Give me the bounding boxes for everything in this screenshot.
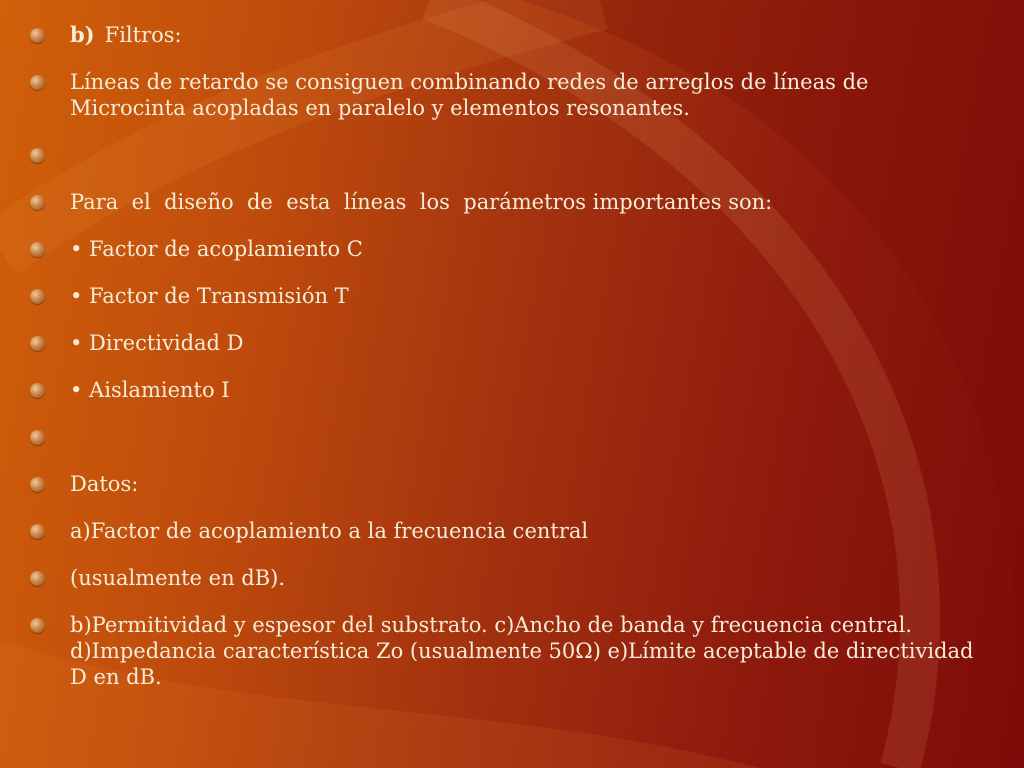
slide-content	[30, 22, 990, 700]
bullet-icon	[30, 242, 45, 257]
bullet-icon	[30, 336, 45, 351]
bullet-icon	[30, 571, 45, 586]
bullet-icon	[30, 195, 45, 210]
paragraph-text: b)Permitividad y espesor del substrato. c)Ancho de banda y frecuencia central. d)Impedancia característica Zo (usualmente 50Ω) e)Límite aceptable de directividad D en dB.	[70, 613, 974, 689]
paragraph-text: • Factor de acoplamiento C	[70, 237, 363, 261]
paragraph-text: Líneas de retardo se consiguen combinando redes de arreglos de líneas de Microcinta acopladas en paralelo y elementos resonantes.	[70, 70, 869, 120]
paragraph-text: Datos:	[70, 472, 139, 496]
bullet-icon	[30, 383, 45, 398]
bullet-blank-2	[30, 424, 990, 450]
bullet-icon	[30, 75, 45, 90]
bullet-param-c	[30, 236, 990, 262]
bullet-icon	[30, 477, 45, 492]
bullet-datos	[30, 471, 990, 497]
heading-label: b)	[70, 22, 95, 47]
heading-text: Filtros:	[104, 23, 182, 47]
bullet-icon	[30, 289, 45, 304]
bullet-paragraph-1	[30, 69, 990, 121]
bullet-icon	[30, 618, 45, 633]
bullet-icon	[30, 148, 45, 163]
bullet-icon	[30, 524, 45, 539]
bullet-param-i	[30, 377, 990, 403]
bullet-icon	[30, 28, 45, 43]
bullet-datos-a	[30, 518, 990, 544]
bullet-datos-b-e	[30, 612, 990, 690]
bullet-params-intro	[30, 189, 990, 215]
paragraph-text: • Aislamiento I	[70, 378, 230, 402]
paragraph-text: Para el diseño de esta líneas los parámetros importantes son:	[70, 190, 773, 214]
bullet-param-d	[30, 330, 990, 356]
paragraph-text: • Factor de Transmisión T	[70, 284, 349, 308]
paragraph-text: a)Factor de acoplamiento a la frecuencia central	[70, 519, 589, 543]
paragraph-text: (usualmente en dB).	[70, 566, 286, 590]
bullet-heading	[30, 22, 990, 48]
bullet-icon	[30, 430, 45, 445]
bullet-param-t	[30, 283, 990, 309]
paragraph-text: • Directividad D	[70, 331, 244, 355]
bullet-blank-1	[30, 142, 990, 168]
bullet-datos-a-unit	[30, 565, 990, 591]
